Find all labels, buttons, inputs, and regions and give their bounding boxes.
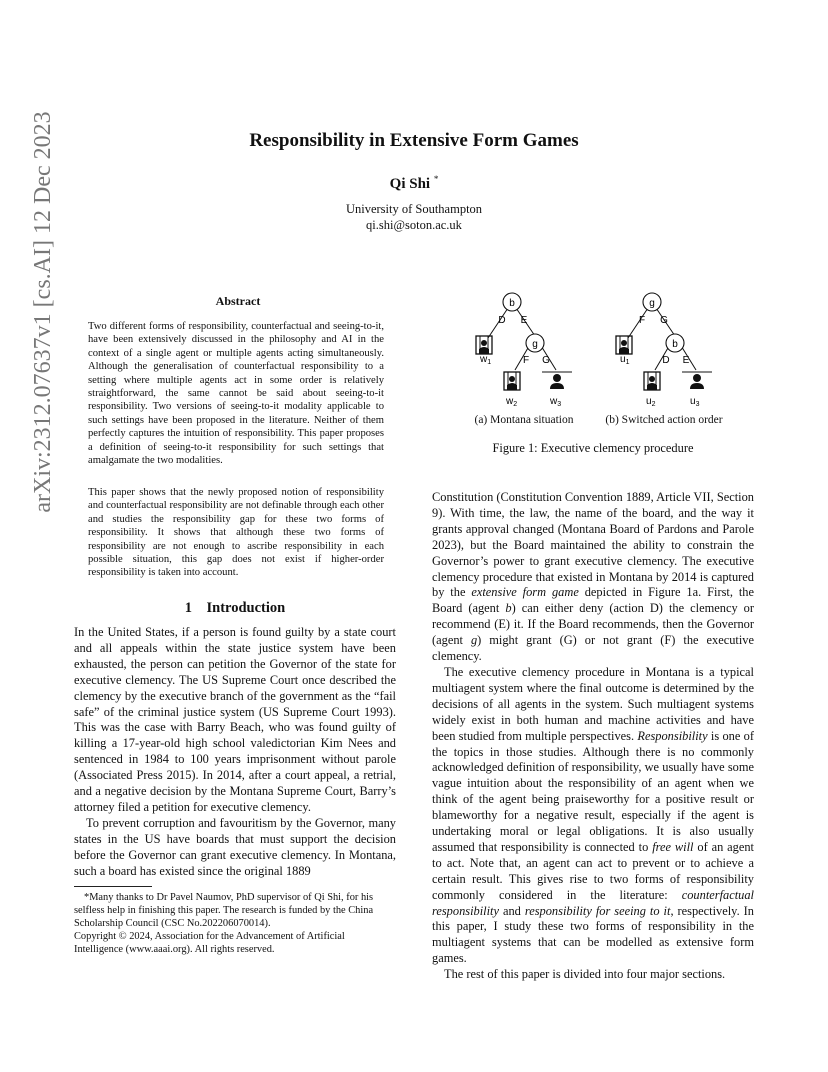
- prison-icon: [476, 336, 492, 354]
- tree-a-action-right: E: [520, 315, 528, 326]
- subfigure-a-caption: (a) Montana situation: [474, 414, 574, 426]
- affiliation-block: [0, 202, 828, 233]
- free-person-icon: [550, 374, 564, 389]
- author-footnote-mark: *: [433, 174, 439, 184]
- email: qi.shi@soton.ac.uk: [366, 217, 462, 232]
- tree-a-inner-action-left: F: [522, 355, 530, 366]
- prison-icon: [504, 372, 520, 390]
- subfigure-b-caption: (b) Switched action order: [605, 414, 723, 426]
- right-column: [432, 490, 754, 983]
- prison-icon: [644, 372, 660, 390]
- right-paragraph-2: The executive clemency procedure in Montana is a typical multiagent system where the final outcome is determined by the decisions of all agents in the system. Such multiagent systems widely exist in both human and machine activities and have been studied from multiple perspectives. Responsibility is one of the topics in those studies. Although there is no commonly acknowledged definition of responsibility, we usually have some vague intuition about the responsibility of an agent when we think of the agent being praiseworthy for a positive result or blameworthy for a negative result, especially if the agent is undertaking moral or legal obligations. It is also usually assumed that responsibility is connected to free will of an agent to act. Note that, an agent can act to prevent or to achieve a certain result. This gives rise to two forms of responsibility commonly considered in the literature: counterfactual responsibility and responsibility for seeing to it, respectively. In this paper, I study these two forms of responsibility in the multiagent systems that can be modelled as extensive form games.: [432, 664, 755, 966]
- author-line: [0, 174, 828, 193]
- section-heading: [74, 600, 396, 617]
- abstract-paragraph-2: This paper shows that the newly proposed notion of responsibility and counterfactual responsibility are not definable through each other and studies the responsibility gap for these two forms of responsibility. It shows that although these two forms of responsibility are not enough to ascribe responsibility in each possible situation, this gap does not exist if higher-order responsibility is taken into account.: [88, 487, 384, 579]
- arxiv-identifier-text: arXiv:2312.07637v1 [cs.AI] 12 Dec 2023: [30, 111, 56, 513]
- intro-left-column: [74, 625, 396, 880]
- tree-a-inner-action-right: G: [542, 355, 550, 366]
- author-name: Qi Shi: [389, 176, 431, 192]
- tree-b-action-right: G: [660, 315, 668, 326]
- tree-a-action-left: D: [498, 315, 506, 326]
- tree-a-root-label: b: [509, 298, 515, 309]
- section-number: 1: [184, 600, 193, 616]
- footnote-block: [74, 886, 396, 957]
- section-title: Introduction: [206, 600, 286, 616]
- footnote-acknowledgement: *Many thanks to Dr Pavel Naumov, PhD supervisor of Qi Shi, for his selfless help in finishing this paper. The research is funded by the China Scholarship Council (CSC No.202206070014).: [74, 892, 374, 929]
- tree-b: [616, 293, 712, 408]
- tree-b-leaf-1: $u_1$: [620, 354, 630, 366]
- tree-a-leaf-1: $w_1$: [480, 354, 492, 366]
- tree-b-inner-action-left: D: [662, 355, 670, 366]
- tree-b-leaf-2: $u_2$: [646, 396, 656, 408]
- tree-b-inner-action-right: E: [682, 355, 690, 366]
- footnote-rule: [74, 886, 152, 887]
- intro-paragraph-1: In the United States, if a person is found guilty by a state court and all appeals within the state justice system have been exhausted, the person can petition the Governor of the state for executive clemency. The US Supreme Court once described the clemency by the executive branch of the government as the “fail safe” of the criminal justice system (US Supreme Court 1993). This was the case with Barry Beach, who was found guilty of killing a 17-year-old high school valedictorian Kim Nees and sentenced in 1984 to 100 years imprisonment without parole (Associated Press 2015). In 2014, after a court appeal, a retrial, and a negative decision by the Montana Supreme Court, Barry’s attorney filed a petition for executive clemency.: [74, 625, 396, 814]
- intro-paragraph-2: To prevent corruption and favouritism by the Governor, many states in the US have boards that must support the decision before the Governor can grant executive clemency. In Montana, such a board has existed since the original 1889: [74, 815, 396, 878]
- tree-a-leaf-2: $w_2$: [506, 396, 518, 408]
- affiliation: University of Southampton: [345, 202, 483, 216]
- tree-a-inner-label: g: [532, 339, 538, 350]
- tree-b-root-label: g: [649, 298, 655, 309]
- footnote-copyright: Copyright © 2024, Association for the Advancement of Artificial Intelligence (www.aaai.org). All rights reserved.: [74, 930, 345, 955]
- right-paragraph-3: The rest of this paper is divided into four major sections.: [444, 967, 726, 982]
- tree-b-action-left: F: [638, 315, 646, 326]
- paper-title: Responsibility in Extensive Form Games: [249, 130, 579, 151]
- figure-1-caption: Figure 1: Executive clemency procedure: [492, 441, 694, 455]
- tree-a-leaf-3: $w_3$: [550, 396, 562, 408]
- figure-1-trees: [460, 288, 750, 410]
- free-person-icon: [690, 374, 704, 389]
- abstract-paragraph-1: Two different forms of responsibility, counterfactual and seeing-to-it, have been extensively discussed in the philosophy and AI in the context of a single agent or multiple agents acting simultaneously. Although the generalisation of counterfactual responsibility to a setting where multiple agents act in some order is relatively straightforward, the same cannot be said about seeing-to-it responsibility. Two versions of seeing-to-it modality applicable to such settings have been proposed in the literature. Neither of them perfectly captures the intuition of responsibility. This paper proposes a definition of seeing-to-it responsibility for such settings that amalgamate the two modalities.: [88, 321, 384, 467]
- right-paragraph-1: Constitution (Constitution Convention 1889, Article VII, Section 9). With time, the law, the name of the board, and the way it grants approval changed (Montana Board of Pardons and Parole 2023), but the Board maintained the ability to constrain the Governor’s power to grant executive clemency. The executive clemency procedure that existed in Montana by 2014 is captured by the extensive form game depicted in Figure 1a. First, the Board (agent b) can either deny (action D) the clemency or recommend (E) it. If the Board recommends, then the Governor (agent g) might grant (G) or not grant (F) the executive clemency.: [432, 490, 755, 664]
- tree-a: [476, 293, 572, 408]
- tree-b-inner-label: b: [672, 339, 678, 350]
- prison-icon: [616, 336, 632, 354]
- tree-b-leaf-3: $u_3$: [690, 396, 700, 408]
- abstract-heading: Abstract: [215, 294, 261, 308]
